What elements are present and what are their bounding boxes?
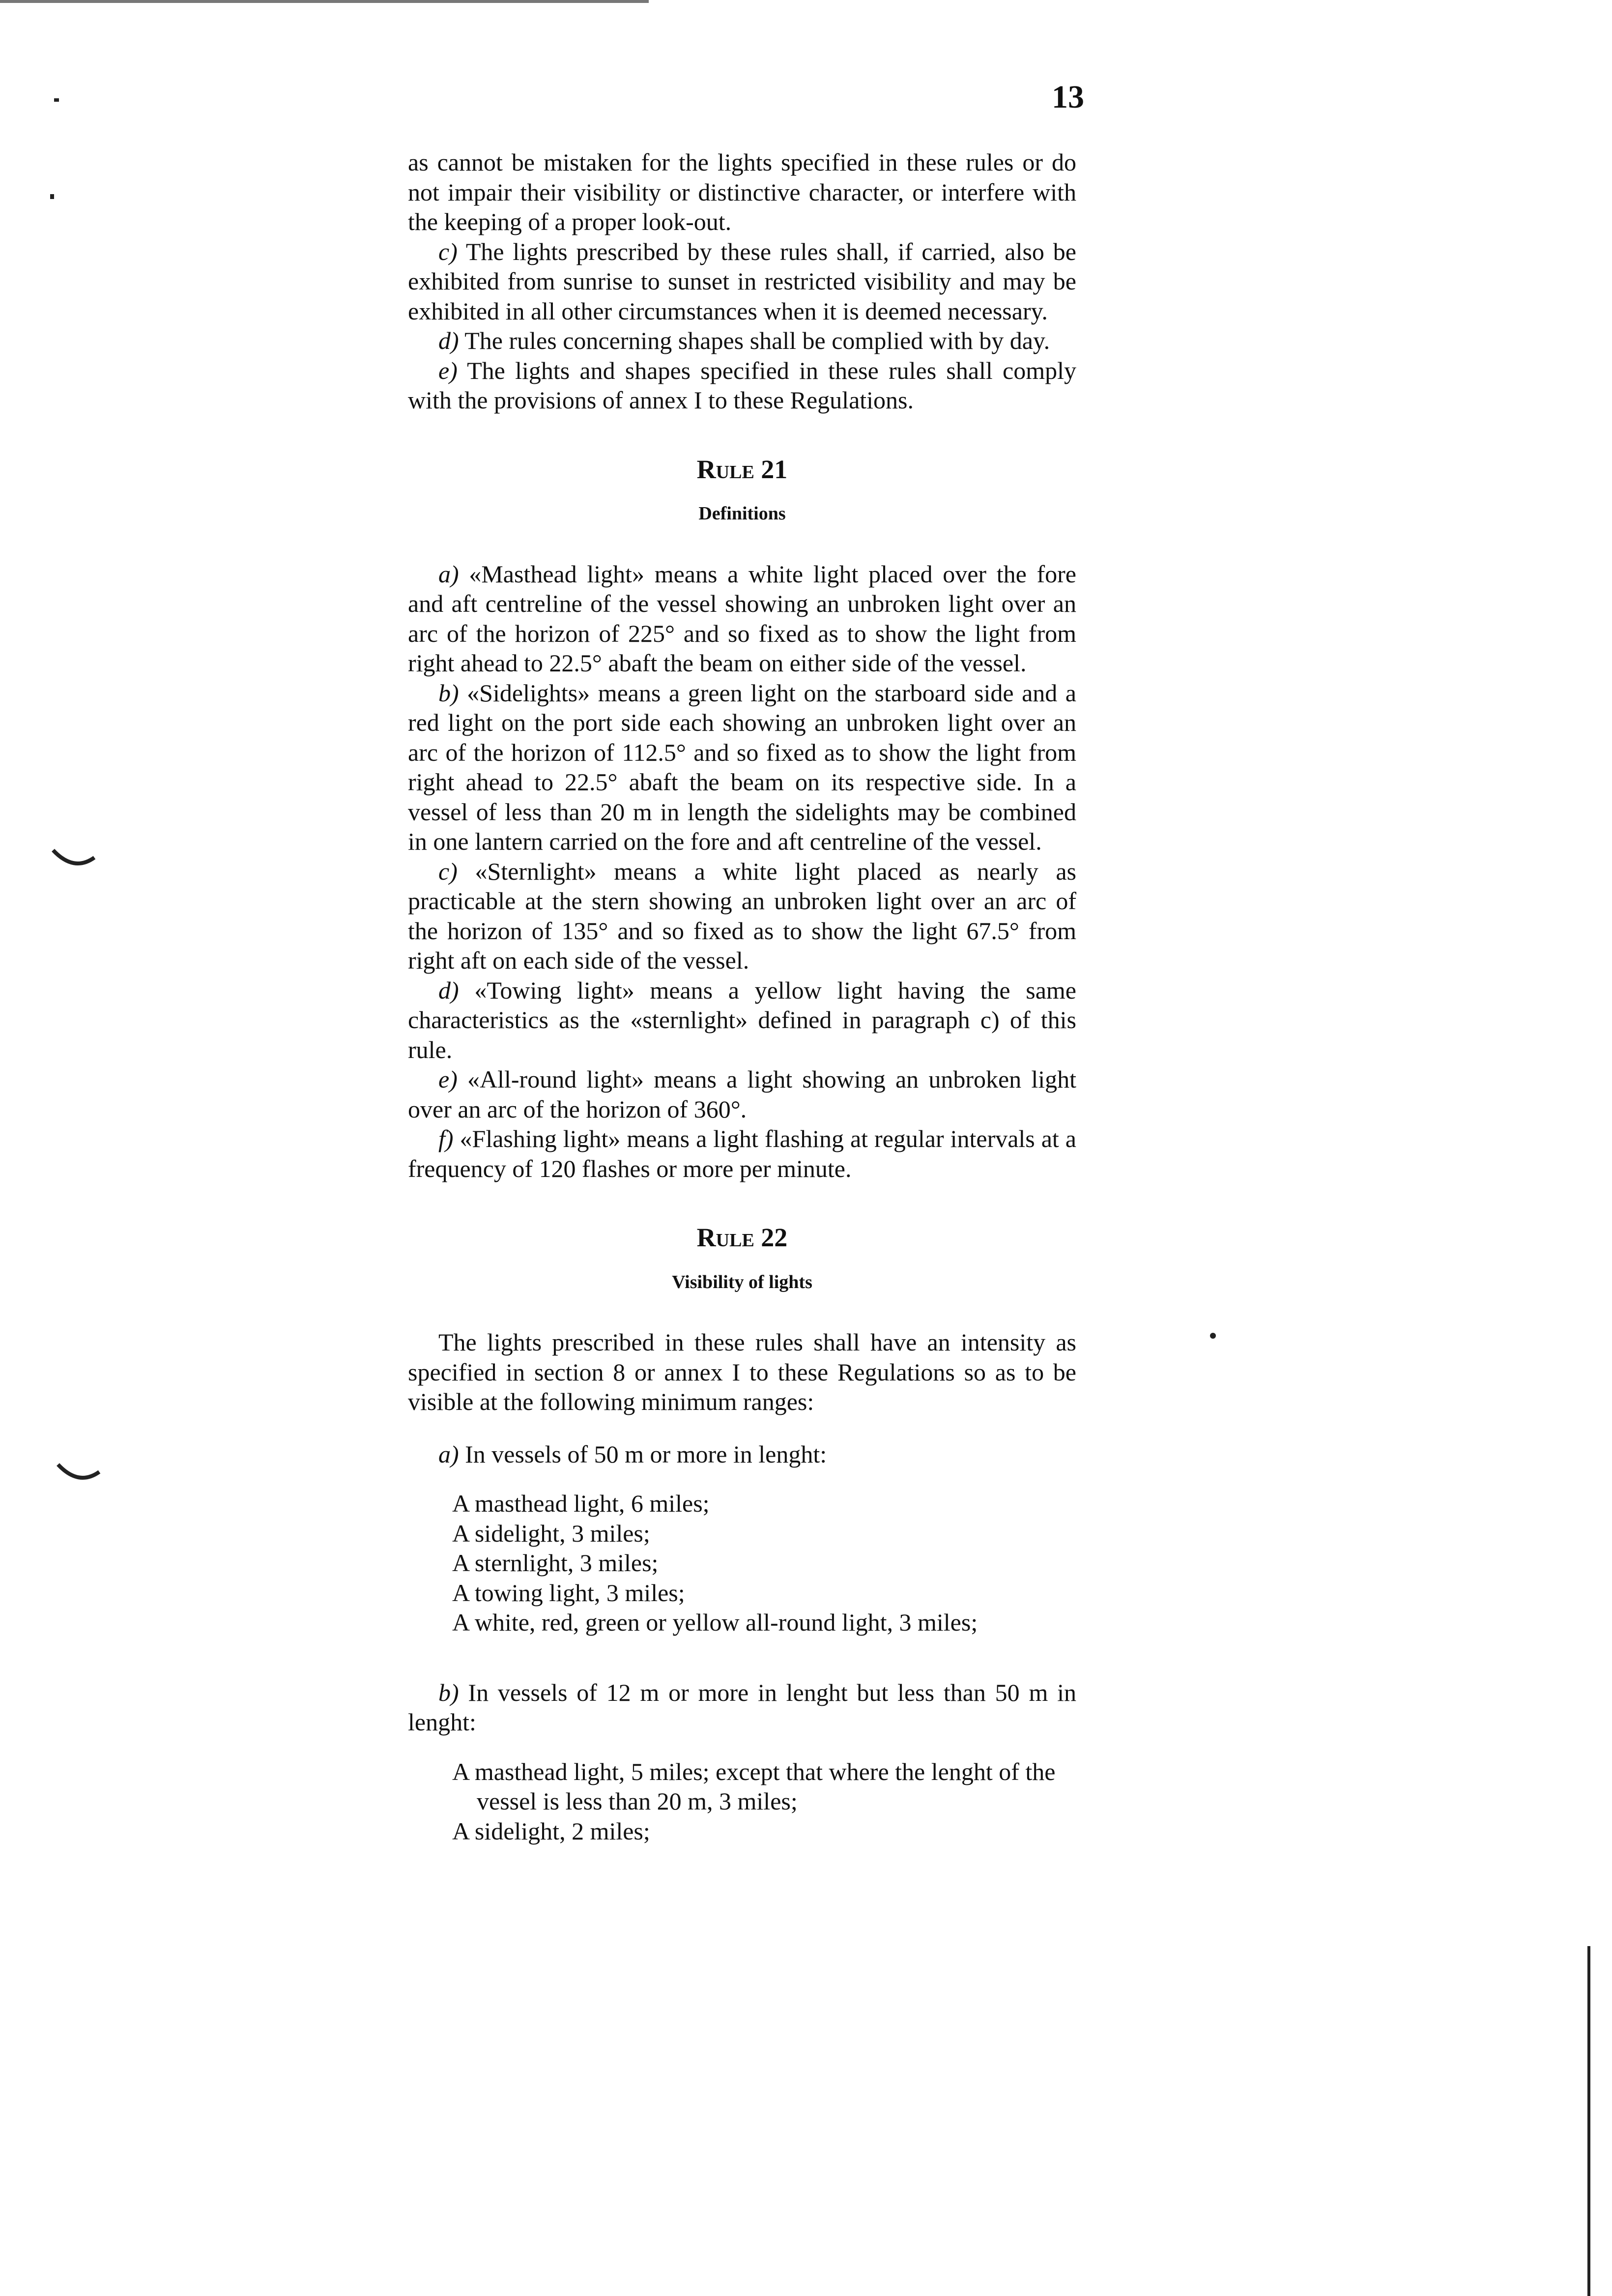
definition-paragraph	[408, 857, 1076, 976]
rule22-intro: The lights prescribed in these rules shall have an intensity as specified in section 8 or annex I to these Regulations so as to be visible at the following minimum ranges:	[408, 1328, 1076, 1415]
rule-21-subheading: Definitions	[698, 503, 786, 524]
paragraph-letter: e)	[438, 356, 458, 384]
list-item: A towing light, 3 miles;	[452, 1578, 685, 1607]
rule20-continuation: as cannot be mistaken for the lights specified in these rules or do not impair their visibility or distinctive character, or interfere with the keeping of a proper look-out.	[408, 148, 1076, 235]
range-section-heading	[408, 1678, 1076, 1737]
list-item: A masthead light, 6 miles;	[452, 1490, 710, 1517]
paragraph-text: The rules concerning shapes shall be complied with by day.	[464, 327, 1050, 354]
scan-speck	[1210, 1333, 1216, 1339]
paragraph-text: «Flashing light» means a light flashing at regular intervals at a frequency of 120 flashes or more per minute.	[408, 1125, 1076, 1182]
list-item: A white, red, green or yellow all-round light, 3 miles;	[452, 1608, 978, 1636]
range-section-heading	[438, 1439, 1076, 1469]
paragraph-text: The lights prescribed by these rules shall, if carried, also be exhibited from sunrise to sunset in restricted visibility and may be exhibited in all other circumstances when it is deemed necessary.	[408, 237, 1076, 325]
list-item: A sidelight, 3 miles;	[452, 1519, 650, 1547]
paragraph-letter: a)	[438, 1440, 459, 1468]
rule20-paragraph	[408, 356, 1076, 415]
paragraph-text: The lights and shapes specified in these rules shall comply with the provisions of annex I to these Regulations.	[408, 356, 1076, 414]
paragraph-letter: b)	[438, 679, 459, 707]
page-number: 13	[1052, 79, 1084, 115]
definition-paragraph	[408, 1064, 1076, 1124]
list-item: A sidelight, 2 miles;	[452, 1817, 650, 1845]
paragraph-letter: f)	[438, 1125, 454, 1152]
paragraph-text: «Masthead light» means a white light placed over the fore and aft centreline of the vessel showing an unbroken light over an arc of the horizon of 225° and so fixed as to show the light from right ahead to 22.5° abaft the beam on either side of the vessel.	[408, 560, 1076, 677]
paragraph-text: «Sidelights» means a green light on the starboard side and a red light on the port side each showing an unbroken light over an arc of the horizon of 112.5° and so fixed as to show the light from right ahead to 22.5° abaft the beam on its respective side. In a vessel of less than 20 m in length the sidelights may be combined in one lantern carried on the fore and aft centreline of the vessel.	[408, 679, 1076, 855]
definition-paragraph	[408, 976, 1076, 1065]
paragraph-letter: d)	[438, 327, 459, 354]
range-list	[452, 1757, 1076, 1846]
list-item: A sternlight, 3 miles;	[452, 1549, 659, 1577]
list-item: A masthead light, 5 miles; except that where the lenght of the vessel is less than 20 m, 3 miles;	[452, 1757, 1056, 1815]
paragraph-letter: c)	[438, 857, 458, 885]
definition-paragraph	[408, 678, 1076, 857]
scan-right-edge	[1587, 1946, 1590, 2296]
scan-speck	[50, 194, 54, 199]
rule-22-heading: Rule 22	[696, 1223, 788, 1252]
text-column	[408, 147, 1076, 1846]
binding-mark	[54, 1460, 103, 1494]
section-text: In vessels of 12 m or more in lenght but less than 50 m in lenght:	[408, 1678, 1076, 1736]
paragraph-letter: a)	[438, 560, 459, 588]
paragraph-letter: b)	[438, 1678, 459, 1706]
binding-mark	[49, 845, 98, 880]
scan-top-edge	[0, 0, 649, 3]
section-text: In vessels of 50 m or more in lenght:	[465, 1440, 827, 1468]
paragraph-letter: c)	[438, 237, 458, 265]
paragraph-text: «Sternlight» means a white light placed as nearly as practicable at the stern showing an unbroken light over an arc of the horizon of 135° and so fixed as to show the light 67.5° from right aft on each side of the vessel.	[408, 857, 1076, 974]
rule-21-heading: Rule 21	[696, 454, 788, 484]
rule-22-subheading: Visibility of lights	[672, 1271, 812, 1292]
paragraph-text: «All-round light» means a light showing an unbroken light over an arc of the horizon of 360°.	[408, 1065, 1076, 1123]
range-list	[452, 1489, 1076, 1637]
paragraph-letter: d)	[438, 976, 459, 1004]
paragraph-text: «Towing light» means a yellow light having the same characteristics as the «sternlight» defined in paragraph c) of this rule.	[408, 976, 1076, 1063]
paragraph-letter: e)	[438, 1065, 458, 1093]
rule20-paragraph	[408, 237, 1076, 326]
rule20-paragraph	[408, 326, 1076, 356]
definition-paragraph	[408, 1124, 1076, 1183]
definition-paragraph	[408, 559, 1076, 678]
scan-speck	[54, 98, 59, 102]
